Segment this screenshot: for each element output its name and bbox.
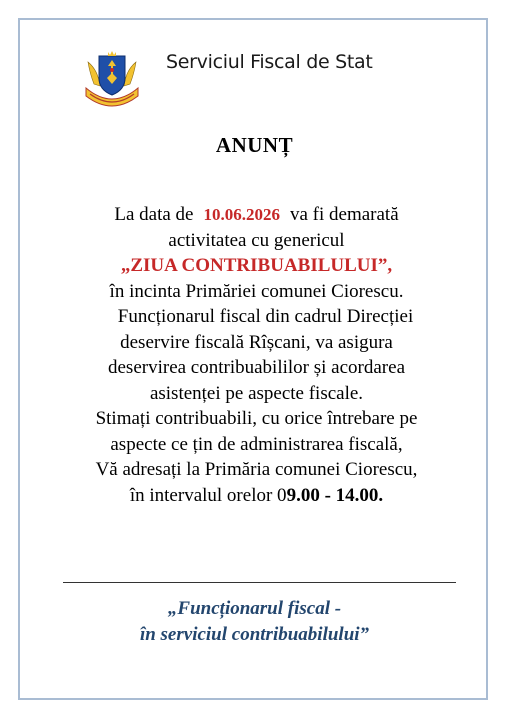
notice-line: activitatea cu genericul <box>168 229 345 251</box>
notice-line: deservire fiscală Rîșcani, va asigura <box>120 331 393 353</box>
notice-body <box>52 202 461 508</box>
notice-title: ANUNȚ <box>215 133 294 157</box>
notice-line: deservirea contribuabililor și acordarea <box>108 357 405 378</box>
notice-line: Funcționarul fiscal din cadrul Direcției <box>117 306 414 327</box>
notice-line: în incinta Primăriei comunei Ciorescu. <box>109 280 404 302</box>
notice-line: Vă adresați la Primăria comunei Ciorescu, <box>95 459 418 480</box>
footer-slogan <box>0 596 509 648</box>
notice-line: aspecte ce țin de administrarea fiscală, <box>110 433 403 455</box>
notice-line-date <box>52 202 461 228</box>
coat-of-arms-emblem-icon <box>80 48 144 110</box>
notice-line: asistenței pe aspecte fiscale. <box>149 382 364 404</box>
event-date: 10.06.2026 <box>203 205 280 224</box>
hours-prefix: în intervalul orelor 0 <box>129 484 287 506</box>
date-prefix: La data de <box>114 204 194 225</box>
event-name: „ZIUA CONTRIBUABILULUI”, <box>120 255 393 276</box>
date-suffix: va fi demarată <box>289 204 399 225</box>
slogan-line-2: în serviciul contribuabilului” <box>139 624 370 645</box>
notice-line: Stimați contribuabili, cu orice întrebare pe <box>95 408 418 429</box>
footer-divider <box>63 582 456 583</box>
hours-value: 9.00 - 14.00. <box>286 484 384 506</box>
notice-line-hours <box>52 483 461 509</box>
organization-name: Serviciul Fiscal de Stat <box>166 51 373 73</box>
slogan-line-1: „Funcționarul fiscal - <box>167 598 342 619</box>
